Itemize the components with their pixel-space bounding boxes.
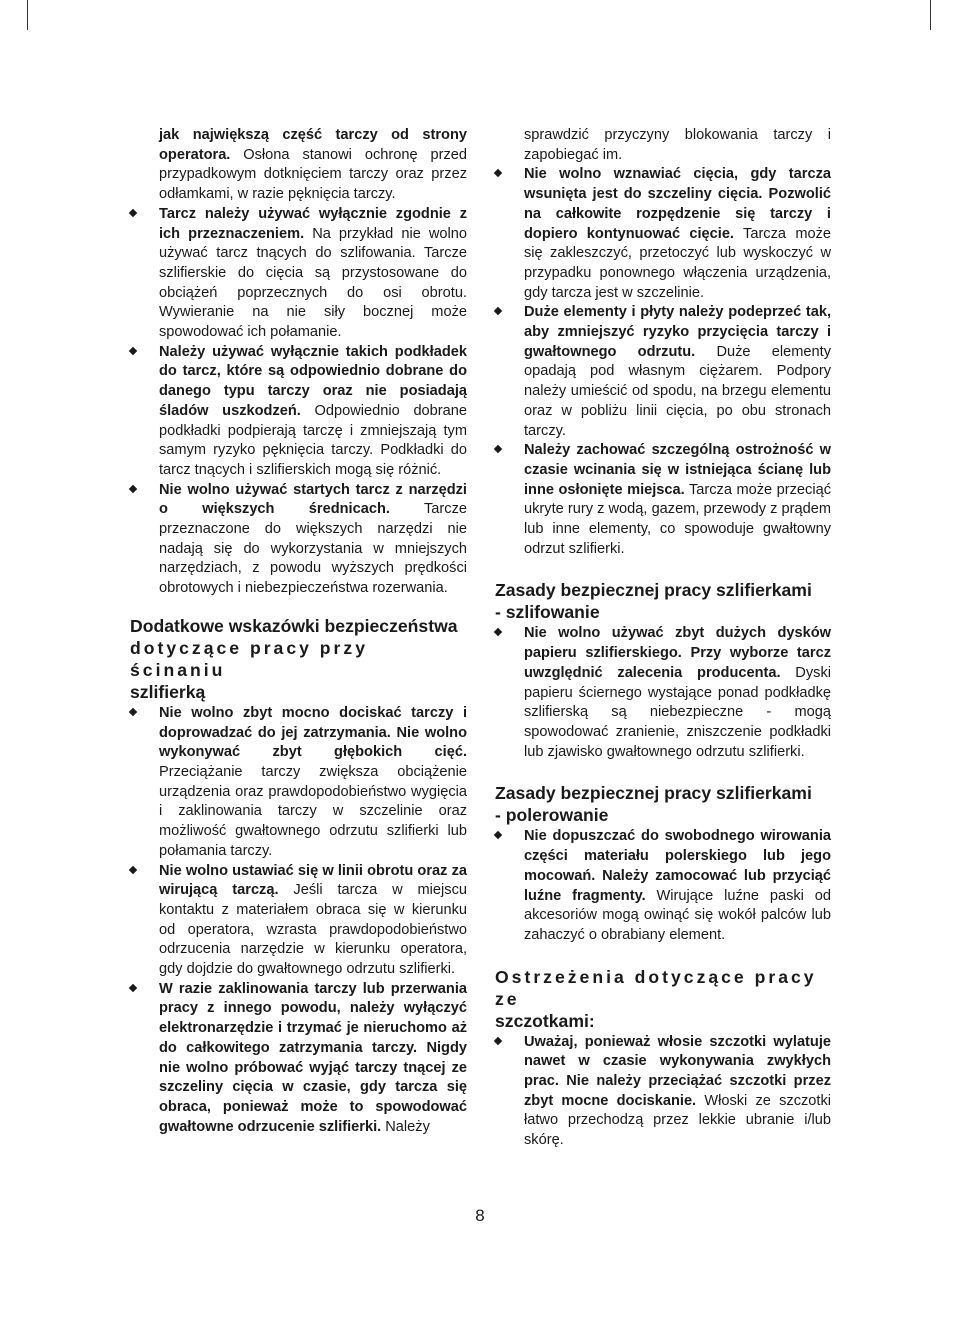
diamond-bullet-icon [494,169,502,177]
list-item [130,481,467,599]
item-text: sprawdzić przyczyny blokowania tarczy i zapobiegać im. [524,127,831,163]
list-item [130,704,467,862]
item-text: Duże elementy opadają pod własnym ciężarem. Podpory należy umieścić od spodu, na brzegu elementu oraz w pobliżu linii cięcia, po obu stronach tarczy. [524,343,831,439]
diamond-bullet-icon [129,484,137,492]
item-bold-text: Nie wolno używać zbyt dużych dysków papieru szlifierskiego. Przy wyborze tarcz uwzględnić zalecenia producenta. [524,625,831,681]
section-heading-polishing [495,782,831,826]
list-item [495,303,831,441]
list-item [495,1033,831,1151]
heading-line: szlifierką [130,681,206,702]
heading-line: Ostrzeżenia dotyczące pracy ze [495,966,817,1009]
list-item [495,165,831,303]
list-item [130,205,467,343]
item-text: Odpowiednio dobrane podkładki podpierają tarczę i zmniejszają tym samym ryzyko pęknięcia tarczy. Podkładki do tarcz tnących i szlifierskich mogą się różnić. [159,402,468,478]
heading-line: - polerowanie [495,805,609,826]
diamond-bullet-icon [494,831,502,839]
list-item [495,126,831,165]
section-heading-sanding [495,579,831,623]
item-text: Przeciążanie tarczy zwiększa obciążenie urządzenia oraz prawdopodobieństwo wygięcia i zaklinowania tarczy w szczelinie oraz możliwość gwałtownego odrzutu szlifierki lub połamania tarczy. [159,763,467,859]
section-heading-cutting [130,615,467,703]
item-text: Dyski papieru ściernego wystające ponad podkładkę szlifierską są niebezpieczne - mogą spowodować zranienie, zniszczenie podkładki lub zjawisko gwałtownego odrzutu szlifierki. [524,664,831,760]
heading-line: Dodatkowe wskazówki bezpieczeństwa [130,615,458,636]
item-text: Tarcze przeznaczone do większych narzędzi nie nadają się do wykorzystania w mniejszych narzędziach, z powodu wyższych prędkości obrotowych i niebezpieczeństwa rozerwania. [159,501,467,597]
item-bold-text: Należy używać wyłącznie takich podkładek do tarcz, które są odpowiednio dobrane do danego typu tarczy oraz nie posiadają śladów uszkodzeń. [159,343,467,419]
diamond-bullet-icon [494,445,502,453]
list-item [130,126,467,205]
diamond-bullet-icon [129,209,137,217]
item-text: Jeśli tarcza w miejscu kontaktu z materiałem obraca się w kierunku od operatora, wzrasta prawdopodobieństwo odrzucenia narzędzie w kierunku operatora, gdy dojdzie do gwałtownego odrzutu szlifierki. [159,882,467,978]
right-column [495,126,831,1151]
item-text: Osłona stanowi ochronę przed przypadkowym dotknięciem tarczy oraz przez odłamkami, w razie pęknięcia tarczy. [159,146,467,203]
item-text: Włoski ze szczotki łatwo przechodzą przez lekkie ubranie i/lub skórę. [524,1092,831,1149]
left-column [130,126,467,1137]
item-bold-text: Nie wolno zbyt mocno dociskać tarczy i doprowadzać do jej zatrzymania. Nie wolno wykonywać zbyt głębokich cięć. [159,704,467,761]
heading-line: dotyczące pracy przy ścinaniu [130,637,368,680]
item-bold-text: Należy zachować szczególną ostrożność w czasie wcinania się w istniejąca ścianę lub inne osłonięte miejsca. [524,442,831,498]
item-text: Wirujące luźne paski od akcesoriów mogą owinąć się wokół palców lub zahaczyć o obrabiany element. [524,887,831,943]
item-bold-text: Uważaj, ponieważ włosie szczotki wylatuje nawet w czasie wykonywania zwykłych prac. Nie należy przeciążać szczotki przez zbyt mocne dociskanie. [524,1033,831,1109]
crop-mark-right [930,0,931,30]
list-item [495,624,831,762]
list-item [495,827,831,945]
item-bold-text: Nie wolno używać startych tarcz z narzędzi o większych średnicach. [159,481,467,518]
list-item [130,862,467,980]
diamond-bullet-icon [494,1036,502,1044]
item-bold-text: Duże elementy i płyty należy podeprzeć tak, aby zmniejszyć ryzyko przycięcia tarczy i gwałtownego odrzutu. [524,304,831,360]
diamond-bullet-icon [129,346,137,354]
heading-line: Zasady bezpiecznej pracy szlifierkami [495,580,812,601]
item-bold-text: W razie zaklinowania tarczy lub przerwania pracy z innego powodu, należy wyłączyć elektronarzędzie i trzymać je nieruchomo aż do całkowitego zatrzymania tarczy. Nigdy nie wolno próbować wyjąć tarczy tnącej ze szczeliny cięcia w czasie, gdy tarcza się obraca, ponieważ może to spowodować gwałtowne odrzucenie szlifierki. [159,980,467,1135]
diamond-bullet-icon [129,865,137,873]
heading-line: - szlifowanie [495,602,600,623]
item-text: Na przykład nie wolno używać tarcz tnących do szlifowania. Tarcze szlifierskie do cięcia są przystosowane do obciążeń poprzecznych do osi obrotu. Wywieranie na nie siły bocznej może spowodować ich połamanie. [159,225,467,341]
item-bold-text: Nie wolno wznawiać cięcia, gdy tarcza wsunięta jest do szczeliny cięcia. Pozwolić na całkowite rozpędzenie się tarczy i dopiero kontynuować cięcie. [524,166,831,242]
diamond-bullet-icon [129,708,137,716]
diamond-bullet-icon [494,307,502,315]
section-heading-brushes [495,966,831,1032]
item-text: Należy [381,1118,430,1135]
diamond-bullet-icon [129,983,137,991]
item-text: Tarcza może przeciąć ukryte rury z wodą, gazem, przewody z prądem lub inne elementy, co spowoduje gwałtowny odrzut szlifierki. [524,481,831,557]
list-item [495,441,831,559]
diamond-bullet-icon [494,628,502,636]
item-bold-text: Nie wolno ustawiać się w linii obrotu oraz za wirującą tarczą. [159,862,467,899]
item-bold-text: jak największą część tarczy od strony operatora. [159,127,467,163]
heading-line: Zasady bezpiecznej pracy szlifierkami [495,783,812,804]
list-item [130,343,467,481]
item-text: Tarcza może się zakleszczyć, przetoczyć lub wyskoczyć w przypadku ponownego włączenia urządzenia, gdy tarcza jest w szczelinie. [524,225,832,301]
heading-line: szczotkami: [495,1010,595,1031]
item-bold-text: Tarcz należy używać wyłącznie zgodnie z ich przeznaczeniem. [159,205,467,242]
item-bold-text: Nie dopuszczać do swobodnego wirowania części materiału polerskiego lub jego mocowań. Należy zamocować lub przyciąć luźne fragmenty. [524,828,831,904]
page-number: 8 [475,1206,485,1225]
list-item [130,980,467,1138]
crop-mark-left [27,0,28,30]
